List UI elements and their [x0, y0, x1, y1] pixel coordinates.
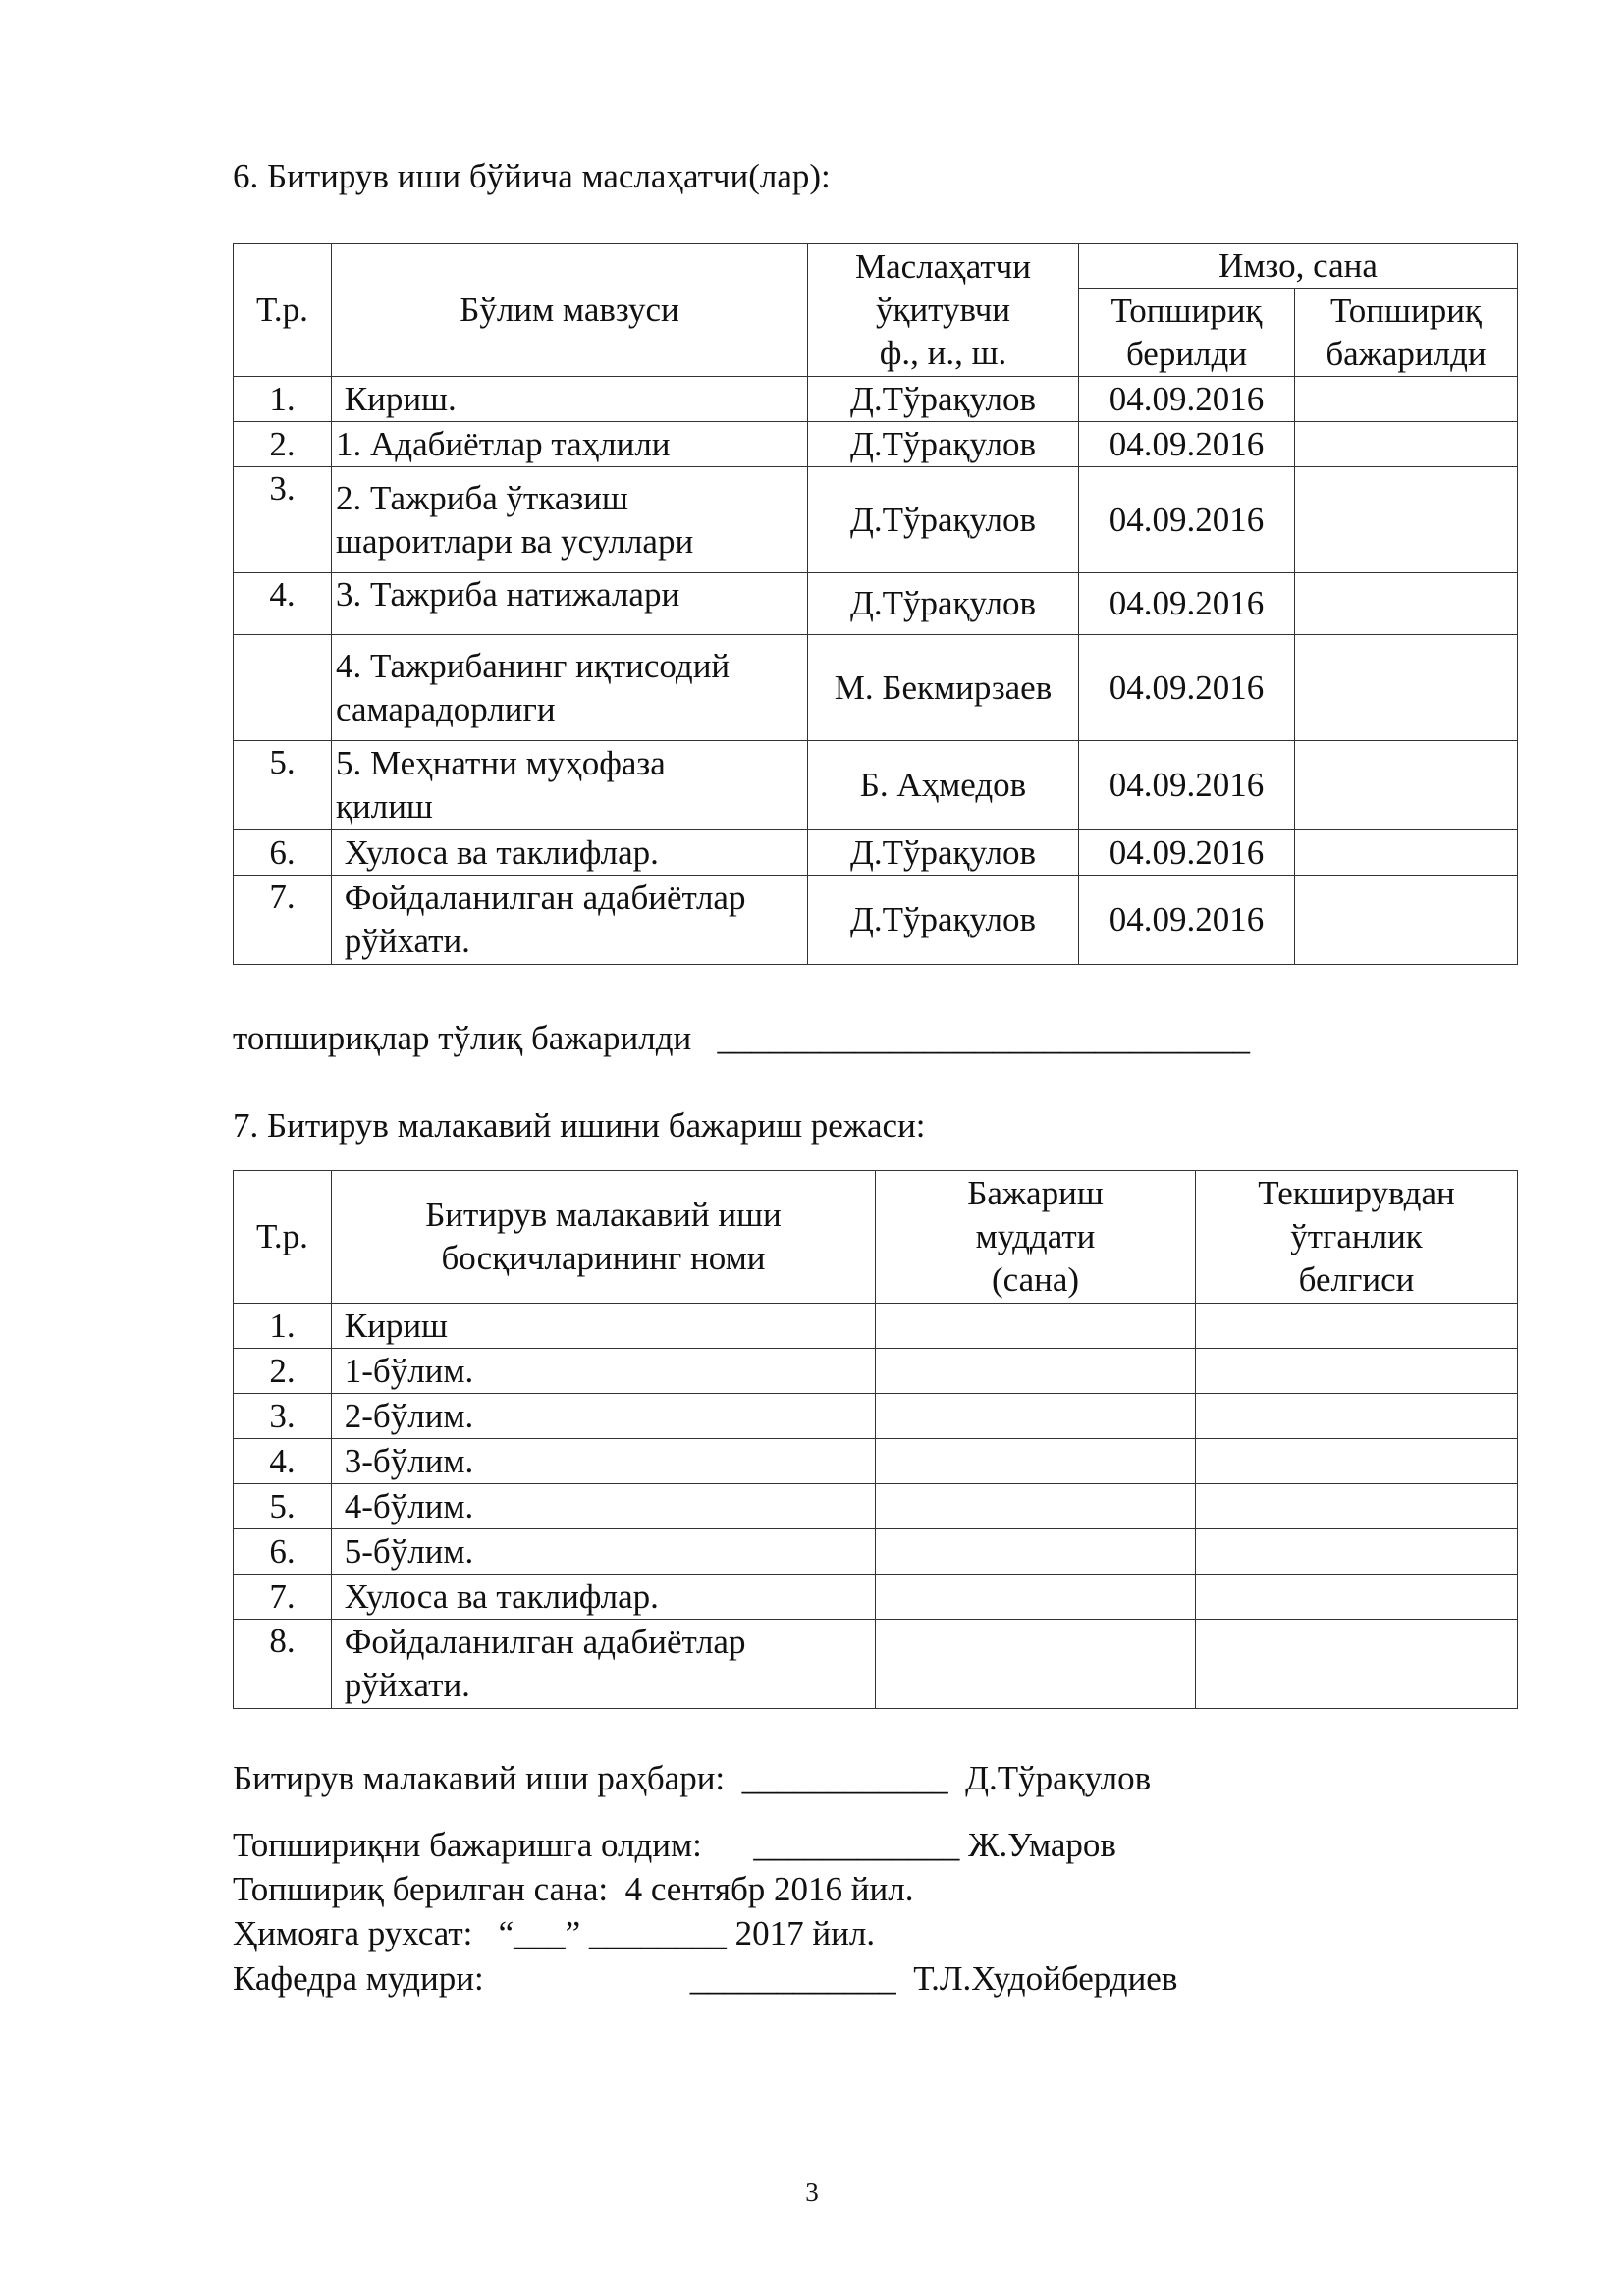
row-consultant: М. Бекмирзаев — [808, 635, 1079, 741]
row-date-given: 04.09.2016 — [1079, 377, 1295, 422]
section6-heading: 6. Битирув иши бўйича маслаҳатчи(лар): — [233, 157, 831, 195]
table-row — [234, 635, 1518, 741]
row-stage: Фойдаланилган адабиётлар рўйхати. — [332, 1620, 876, 1709]
row-topic: Фойдаланилган адабиётлар рўйхати. — [332, 876, 808, 965]
table-row — [234, 573, 1518, 635]
row-stage: 1-бўлим. — [332, 1349, 876, 1394]
row-num: 3. — [234, 1394, 332, 1439]
row-stage: 2-бўлим. — [332, 1394, 876, 1439]
row-num: 5. — [234, 1484, 332, 1529]
table-row — [234, 1484, 1518, 1529]
table-row — [234, 1529, 1518, 1575]
row-consultant: Д.Тўрақулов — [808, 573, 1079, 635]
row-consultant: Д.Тўрақулов — [808, 377, 1079, 422]
plan-table — [233, 1170, 1518, 1709]
col-header-task-given: Топшириқ берилди — [1079, 289, 1295, 377]
row-consultant: Д.Тўрақулов — [808, 422, 1079, 467]
row-deadline — [876, 1394, 1196, 1439]
consultants-table — [233, 243, 1518, 965]
col-header-num: Т.р. — [234, 244, 332, 377]
row-deadline — [876, 1439, 1196, 1484]
row-date-done — [1295, 876, 1518, 965]
row-stage: 5-бўлим. — [332, 1529, 876, 1575]
row-date-given: 04.09.2016 — [1079, 635, 1295, 741]
table-row — [234, 741, 1518, 830]
row-checked — [1196, 1394, 1518, 1439]
row-deadline — [876, 1304, 1196, 1349]
row-checked — [1196, 1304, 1518, 1349]
row-date-done — [1295, 467, 1518, 573]
row-deadline — [876, 1620, 1196, 1709]
table-row — [234, 1394, 1518, 1439]
row-checked — [1196, 1529, 1518, 1575]
row-topic: 4. Тажрибанинг иқтисодий самарадорлиги — [332, 635, 808, 741]
table-row — [234, 876, 1518, 965]
row-date-done — [1295, 635, 1518, 741]
supervisor-signature-line: Битирув малакавий иши раҳбари: ____________ Д.Тўрақулов — [233, 1759, 1152, 1797]
table-row — [234, 1304, 1518, 1349]
col-header-num: Т.р. — [234, 1171, 332, 1304]
col-header-topic: Бўлим мавзуси — [332, 244, 808, 377]
head-of-department-line: Кафедра мудири: ____________ Т.Л.Худойбердиев — [233, 1959, 1178, 1998]
row-num: 2. — [234, 422, 332, 467]
row-topic: 5. Меҳнатни муҳофаза қилиш — [332, 741, 808, 830]
row-date-given: 04.09.2016 — [1079, 741, 1295, 830]
row-num: 6. — [234, 830, 332, 876]
page-number: 3 — [805, 2177, 819, 2207]
accepted-signature-line: Топшириқни бажаришга олдим: ____________ Ж.Умаров — [233, 1826, 1116, 1864]
row-checked — [1196, 1349, 1518, 1394]
row-consultant: Д.Тўрақулов — [808, 876, 1079, 965]
issue-date-line: Топшириқ берилган сана: 4 сентябр 2016 йил. — [233, 1870, 914, 1908]
row-checked — [1196, 1439, 1518, 1484]
row-checked — [1196, 1484, 1518, 1529]
row-deadline — [876, 1484, 1196, 1529]
row-num: 4. — [234, 1439, 332, 1484]
row-date-done — [1295, 741, 1518, 830]
row-consultant: Д.Тўрақулов — [808, 467, 1079, 573]
row-topic: Кириш. — [332, 377, 808, 422]
col-header-stage: Битирув малакавий иши босқичларининг номи — [332, 1171, 876, 1304]
section7-heading: 7. Битирув малакавий ишини бажариш режаси: — [233, 1106, 926, 1145]
row-date-done — [1295, 422, 1518, 467]
row-date-done — [1295, 573, 1518, 635]
row-date-given: 04.09.2016 — [1079, 830, 1295, 876]
row-num: 4. — [234, 573, 332, 635]
row-num: 8. — [234, 1620, 332, 1709]
col-header-deadline: Бажариш муддати (сана) — [876, 1171, 1196, 1304]
row-num: 1. — [234, 1304, 332, 1349]
table-row — [234, 1620, 1518, 1709]
row-date-given: 04.09.2016 — [1079, 876, 1295, 965]
row-checked — [1196, 1620, 1518, 1709]
row-stage: Хулоса ва таклифлар. — [332, 1575, 876, 1620]
row-num: 5. — [234, 741, 332, 830]
row-date-given: 04.09.2016 — [1079, 573, 1295, 635]
row-num: 3. — [234, 467, 332, 573]
row-consultant: Б. Аҳмедов — [808, 741, 1079, 830]
table-row — [234, 422, 1518, 467]
col-header-signature-date: Имзо, сана — [1079, 244, 1518, 289]
table-row — [234, 377, 1518, 422]
table-row — [234, 830, 1518, 876]
col-header-checked: Текширувдан ўтганлик белгиси — [1196, 1171, 1518, 1304]
row-deadline — [876, 1349, 1196, 1394]
row-consultant: Д.Тўрақулов — [808, 830, 1079, 876]
row-date-done — [1295, 377, 1518, 422]
row-checked — [1196, 1575, 1518, 1620]
col-header-task-done: Топшириқ бажарилди — [1295, 289, 1518, 377]
table-row — [234, 1439, 1518, 1484]
col-header-consultant: Маслаҳатчи ўқитувчи ф., и., ш. — [808, 244, 1079, 377]
row-stage: 3-бўлим. — [332, 1439, 876, 1484]
row-date-done — [1295, 830, 1518, 876]
defense-permission-line: Ҳимояга рухсат: “___” ________ 2017 йил. — [233, 1914, 876, 1952]
completion-line: топшириқлар тўлиқ бажарилди _______________________________ — [233, 1019, 1251, 1057]
row-num: 6. — [234, 1529, 332, 1575]
row-topic: Хулоса ва таклифлар. — [332, 830, 808, 876]
row-stage: 4-бўлим. — [332, 1484, 876, 1529]
row-deadline — [876, 1529, 1196, 1575]
row-stage: Кириш — [332, 1304, 876, 1349]
row-topic: 3. Тажриба натижалари — [332, 573, 808, 635]
row-num: 1. — [234, 377, 332, 422]
row-num: 7. — [234, 876, 332, 965]
row-date-given: 04.09.2016 — [1079, 422, 1295, 467]
row-deadline — [876, 1575, 1196, 1620]
row-num — [234, 635, 332, 741]
row-num: 7. — [234, 1575, 332, 1620]
row-topic: 2. Тажриба ўтказиш шароитлари ва усуллари — [332, 467, 808, 573]
table-row — [234, 467, 1518, 573]
row-date-given: 04.09.2016 — [1079, 467, 1295, 573]
row-num: 2. — [234, 1349, 332, 1394]
row-topic: 1. Адабиётлар таҳлили — [332, 422, 808, 467]
table-row — [234, 1575, 1518, 1620]
table-row — [234, 1349, 1518, 1394]
